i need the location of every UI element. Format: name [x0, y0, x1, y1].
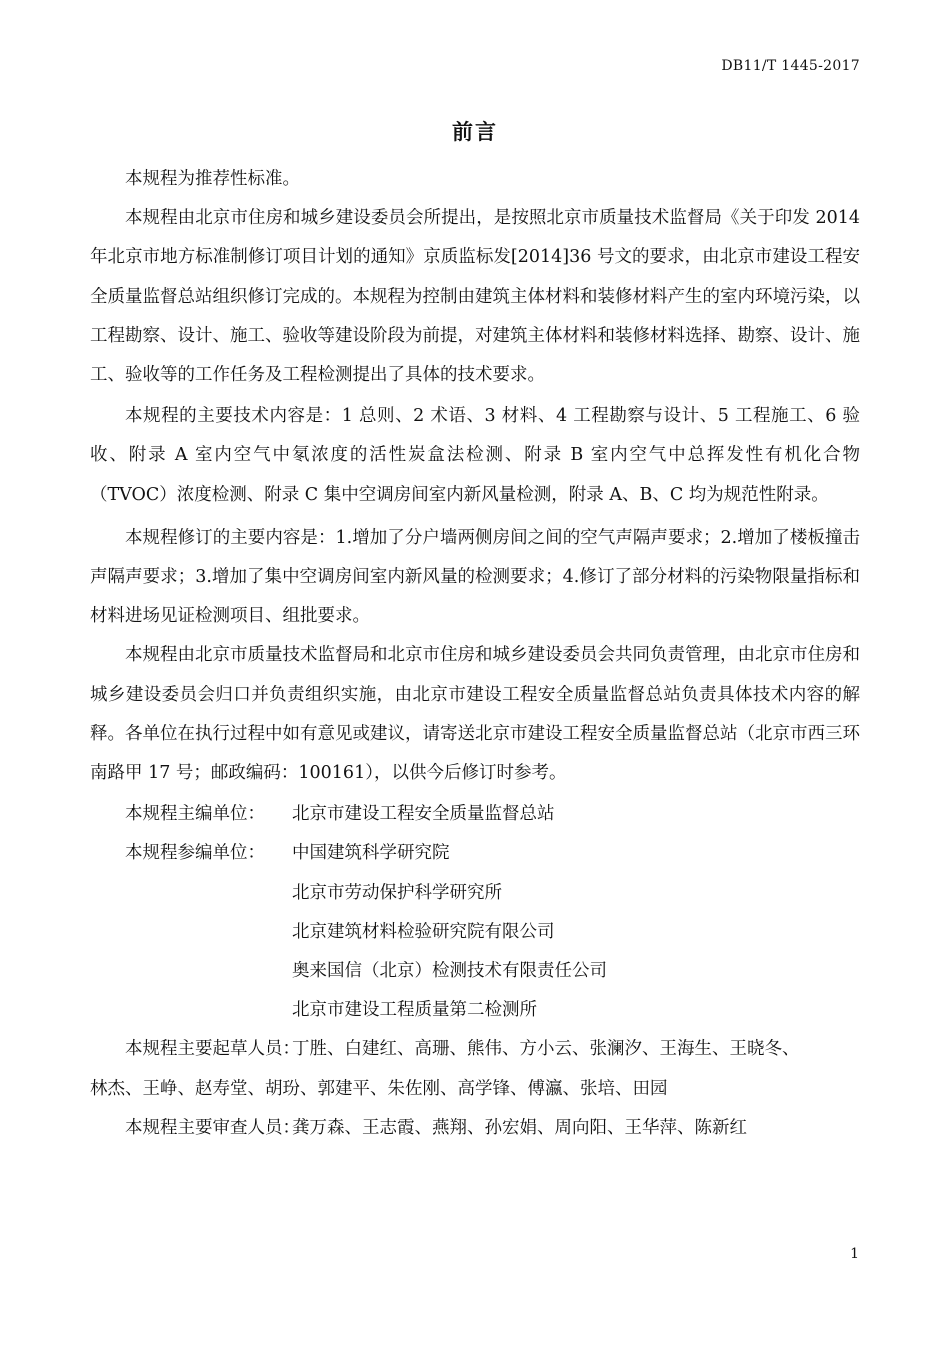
reviewers-label: 本规程主要审查人员： — [125, 1117, 300, 1138]
drafters-label: 本规程主要起草人员： — [125, 1039, 300, 1060]
participating-unit: 北京市建设工程质量第二检测所 — [292, 1000, 537, 1021]
participating-units-label: 本规程参编单位： — [125, 843, 265, 864]
paragraph-technical-content: 本规程的主要技术内容是：1 总则、2 术语、3 材料、4 工程勘察与设计、5 工程施工、6 验收、附录 A 室内空气中氡浓度的活性炭盒法检测、附录 B 室内空气中总挥发性有机化合物（TVOC）浓度检测、附录 C 集中空调房间室内新风量检测，附录 A、B、C 均为规范性附录。 — [90, 406, 860, 505]
reviewers-row — [90, 1109, 860, 1148]
paragraph-origin: 本规程由北京市住房和城乡建设委员会所提出，是按照北京市质量技术监督局《关于印发 2014 年北京市地方标准制修订项目计划的通知》京质监标发[2014]36 号文的要求，由北京市建设工程安全质量监督总站组织修订完成的。本规程为控制由建筑主体材料和装修材料产生的室内环境污染，以工程勘察、设计、施工、验收等建设阶段为前提，对建筑主体材料和装修材料选择、勘察、设计、施工、验收等的工作任务及工程检测提出了具体的技术要求。 — [90, 208, 860, 386]
drafters-names: 丁胜、白建红、高珊、熊伟、方小云、张澜汐、王海生、王晓冬、 — [292, 1039, 800, 1060]
document-code: DB11/T 1445-2017 — [721, 58, 860, 74]
page-number: 1 — [850, 1246, 859, 1262]
page-title: 前言 — [452, 120, 498, 144]
participating-unit: 奥来国信（北京）检测技术有限责任公司 — [292, 961, 607, 982]
paragraph-standard-type: 本规程为推荐性标准。 — [125, 169, 300, 189]
participating-units-row — [90, 834, 860, 873]
drafters-row — [90, 1030, 860, 1069]
chief-unit-row — [90, 795, 860, 834]
participating-unit: 中国建筑科学研究院 — [292, 843, 450, 864]
participating-unit: 北京建筑材料检验研究院有限公司 — [292, 921, 555, 942]
participating-unit: 北京市劳动保护科学研究所 — [292, 882, 502, 903]
chief-unit-name: 北京市建设工程安全质量监督总站 — [292, 804, 555, 825]
drafters-names-continued: 林杰、王峥、赵寿堂、胡玢、郭建平、朱佐刚、高学锋、傅瀛、张培、田园 — [90, 1078, 668, 1099]
foreword-body — [90, 160, 860, 1148]
reviewers-names: 龚万森、王志霞、燕翔、孙宏娟、周向阳、王华萍、陈新红 — [292, 1117, 747, 1138]
chief-unit-label: 本规程主编单位： — [125, 804, 265, 825]
paragraph-revision-content: 本规程修订的主要内容是：1.增加了分户墙两侧房间之间的空气声隔声要求；2.增加了楼板撞击声隔声要求；3.增加了集中空调房间室内新风量的检测要求；4.修订了部分材料的污染物限量指标和材料进场见证检测项目、组批要求。 — [90, 527, 860, 627]
paragraph-management: 本规程由北京市质量技术监督局和北京市住房和城乡建设委员会共同负责管理，由北京市住房和城乡建设委员会归口并负责组织实施，由北京市建设工程安全质量监督总站负责具体技术内容的解释。各单位在执行过程中如有意见或建议，请寄送北京市建设工程安全质量监督总站（北京市西三环南路甲 17 号；邮政编码：100161），以供今后修订时参考。 — [90, 645, 860, 784]
